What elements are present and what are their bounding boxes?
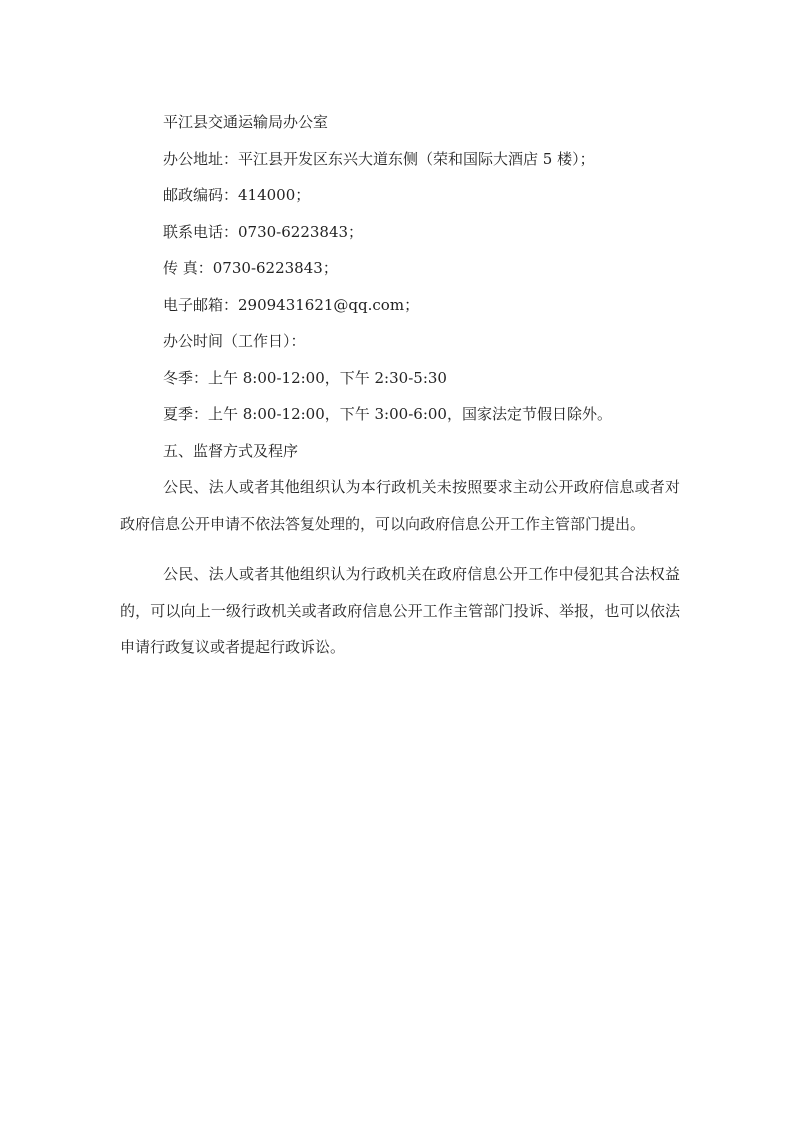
section-heading: 五、监督方式及程序 <box>163 441 299 460</box>
office-hours-heading: 办公时间（工作日）： <box>163 332 306 350</box>
office-name: 平江县交通运输局办公室 <box>163 113 329 131</box>
office-address: 办公地址：平江县开发区东兴大道东侧（荣和国际大酒店 5 楼）； <box>163 149 595 168</box>
fax-number: 传 真：0730-6223843； <box>163 259 338 277</box>
paragraph-complaint-channel: 公民、法人或者其他组织认为本行政机关未按照要求主动公开政府信息或者对政府信息公开申请不依法答复处理的，可以向政府信息公开工作主管部门提出。 <box>120 478 680 533</box>
winter-hours: 冬季：上午 8:00-12:00，下午 2:30-5:30 <box>163 368 447 387</box>
paragraph-legal-remedy: 公民、法人或者其他组织认为行政机关在政府信息公开工作中侵犯其合法权益的，可以向上一级行政机关或者政府信息公开工作主管部门投诉、举报，也可以依法申请行政复议或者提起行政诉讼。 <box>120 565 680 656</box>
document-body <box>120 104 680 666</box>
contact-phone: 联系电话：0730-6223843； <box>163 222 364 241</box>
summer-hours: 夏季：上午 8:00-12:00，下午 3:00-6:00，国家法定节假日除外。 <box>163 405 612 423</box>
email-address: 电子邮箱：2909431621@qq.com； <box>163 295 420 314</box>
postal-code: 邮政编码：414000； <box>163 186 311 204</box>
